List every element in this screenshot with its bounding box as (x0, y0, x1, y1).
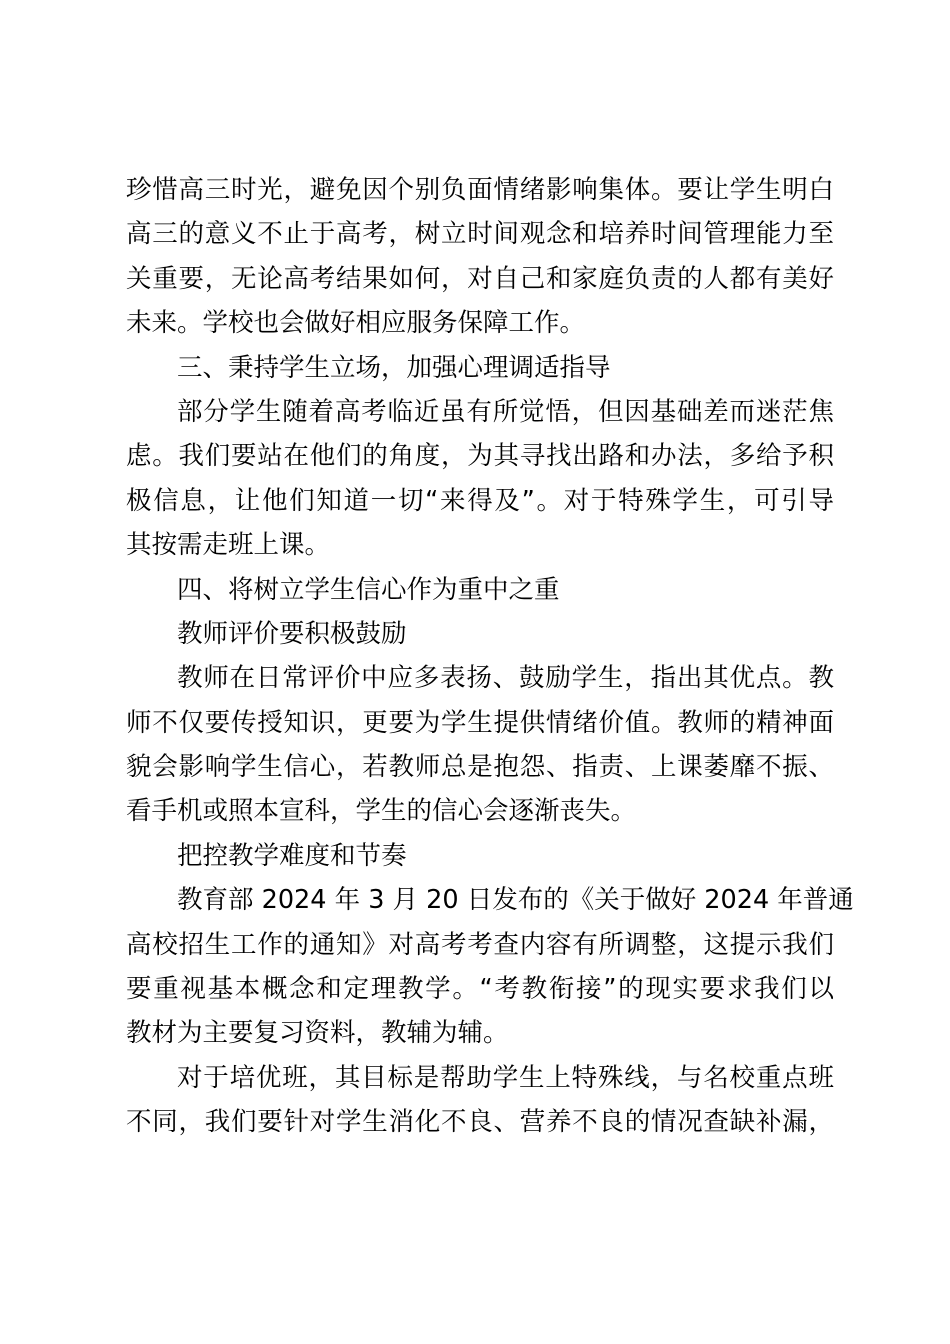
section-heading: 三、秉持学生立场，加强心理调适指导 (177, 352, 611, 383)
paragraph-line: 教材为主要复习资料，教辅为辅。 (126, 1018, 509, 1049)
paragraph-line: 高三的意义不止于高考，树立时间观念和培养时间管理能力至 (126, 219, 834, 250)
paragraph-line: 要重视基本概念和定理教学。“考教衔接”的现实要求我们以 (126, 974, 834, 1005)
paragraph-line: 不同，我们要针对学生消化不良、营养不良的情况查缺补漏， (126, 1107, 834, 1138)
subsection-heading: 教师评价要积极鼓励 (177, 618, 407, 649)
paragraph-line: 师不仅要传授知识，更要为学生提供情绪价值。教师的精神面 (126, 707, 834, 738)
document-body (126, 168, 854, 1145)
paragraph-line: 高校招生工作的通知》对高考考查内容有所调整，这提示我们 (126, 929, 834, 960)
section-heading: 四、将树立学生信心作为重中之重 (177, 574, 560, 605)
paragraph-line: 对于培优班，其目标是帮助学生上特殊线，与名校重点班 (177, 1062, 834, 1093)
paragraph-line: 其按需走班上课。 (126, 530, 331, 561)
paragraph-line: 教师在日常评价中应多表扬、鼓励学生，指出其优点。教 (177, 663, 834, 694)
subsection-heading: 把控教学难度和节奏 (177, 840, 407, 871)
paragraph-line: 珍惜高三时光，避免因个别负面情绪影响集体。要让学生明白 (126, 175, 834, 205)
paragraph-line: 虑。我们要站在他们的角度，为其寻找出路和办法，多给予积 (126, 441, 834, 472)
paragraph-line: 关重要，无论高考结果如何，对自己和家庭负责的人都有美好 (126, 263, 834, 294)
paragraph-line: 看手机或照本宣科，学生的信心会逐渐丧失。 (126, 796, 637, 827)
paragraph-line: 教育部 2024 年 3 月 20 日发布的《关于做好 2024 年普通 (177, 885, 854, 916)
paragraph-line: 极信息，让他们知道一切“来得及”。对于特殊学生，可引导 (126, 485, 834, 516)
paragraph-line: 部分学生随着高考临近虽有所觉悟，但因基础差而迷茫焦 (177, 396, 834, 427)
paragraph-line: 未来。学校也会做好相应服务保障工作。 (126, 308, 586, 339)
paragraph-line: 貌会影响学生信心，若教师总是抱怨、指责、上课萎靡不振、 (126, 752, 834, 783)
